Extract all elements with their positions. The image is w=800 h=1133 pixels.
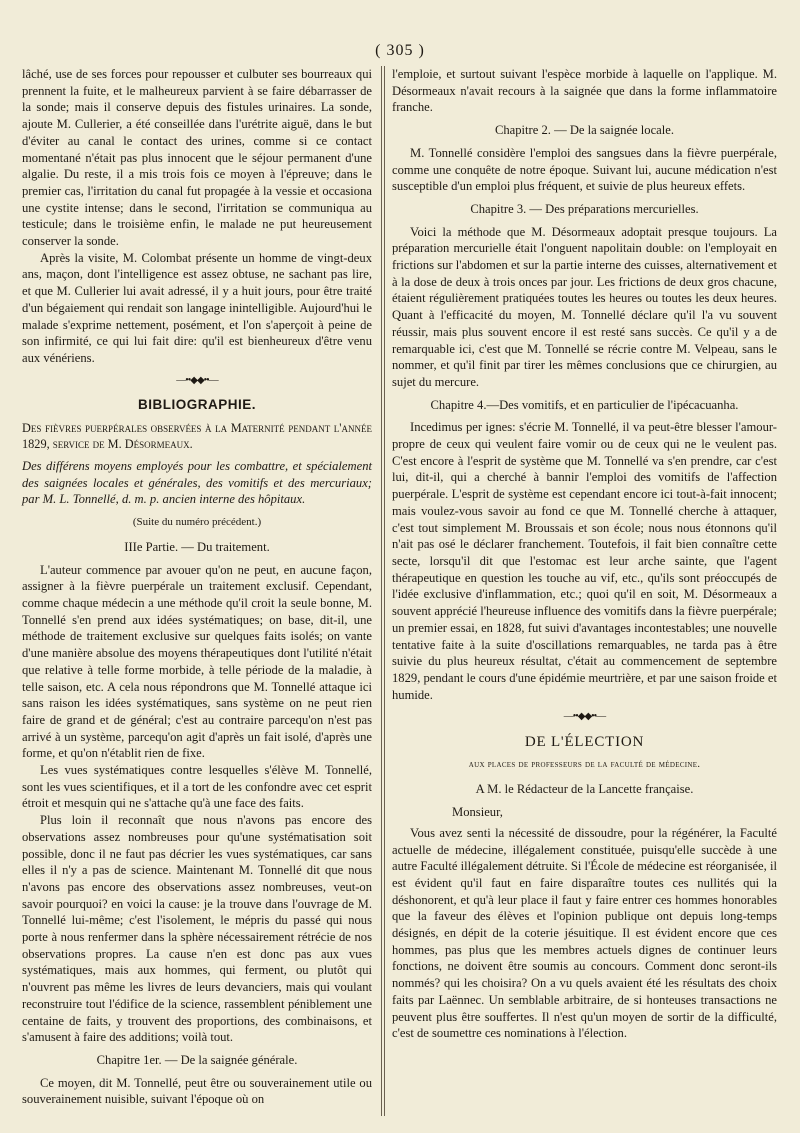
right-column: [392, 66, 777, 1042]
ornament-divider: —••◆◆••—: [176, 374, 218, 386]
letter-salutation: Monsieur,: [452, 805, 503, 820]
chapter-heading: Chapitre 3. — Des préparations mercurielles.: [470, 201, 699, 216]
left-column: [22, 66, 372, 1108]
chapter-heading: Chapitre 1er. — De la saignée générale.: [96, 1052, 298, 1067]
review-entry-title: Des fièvres puerpérales observées à la Maternité pendant l'année 1829, service de M. Désormeaux.: [22, 421, 372, 452]
part-heading: IIIe Partie. — Du traitement.: [124, 539, 270, 554]
continuation-note: (Suite du numéro précédent.): [132, 516, 262, 529]
column-divider: [381, 66, 382, 1116]
paragraph: Voici la méthode que M. Désormeaux adoptait presque toujours. La préparation mercurielle était l'onguent napolitain double: on l'employait en frictions sur l'abdomen et sur la partie interne des cuisses, alternativement et à la dose de deux à trois onces par jour. Les frictions de deux gros chacune, étaient régulièrement pratiquées toutes les heures ou toutes les deux heures. Quant à l'efficacité du moyen, M. Tonnellé déclare qu'il l'a vu souvent réussir, mais plus souvent encore il est resté sans succès. Ce qu'il y a de remarquable ici, c'est que M. Tonnellé se récrie contre M. Velpeau, sans le nommer, et qu'il finit par tirer les mêmes conclusions que ce chirurgien, au sujet du mercure.: [392, 224, 777, 389]
paragraph: Incedimus per ignes: s'écrie M. Tonnellé, il va peut-être blesser l'amour-propre de ceux qui veulent faire vomir ou de ceux qui ne le veulent pas. C'est encore à l'esprit de système que M. Tonnellé va s'en prendre, car c'est lui, dit-il, qui a cherché à bannir l'emploi des vomitifs de l'affection puerpérale. L'esprit de système est cependant encore ici tout-à-fait innocent; mais voulez-vous savoir au fond ce que M. Tonnellé cherche à attaquer, c'est tout simplement M. Broussais et son école; nous nous étonnons qu'il n'ait pas osé le déclarer franchement. Toutefois, il fait bien connaître cette secte, lorsqu'il dit que l'estomac est leur arche sainte, que l'agent thérapeutique en question les touche au vif, etc., qu'ils sont préoccupés de l'idée exclusive d'inflammation, etc.; quoi qu'il en soit, M. Désormeaux a souvent apprécié l'heureuse influence des vomitifs dans la fièvre puerpérale; un premier essai, en 1828, fut suivi d'avantages incontestables; une nouvelle tentative faite à la suite d'oscillations remarquables, ne tarda pas à être suivie du plus heureux résultat, c'était au commencement de septembre 1829, pendant le cours d'une épidémie meurtrière, et par une saison froide et humide.: [392, 420, 777, 702]
paragraph: l'emploie, et surtout suivant l'espèce morbide à laquelle on l'applique. M. Désormeaux n'avait recours à la saignée que dans la forme inflammatoire franche.: [392, 67, 777, 115]
chapter-heading: Chapitre 4.—Des vomitifs, et en particulier de l'ipécacuanha.: [430, 397, 739, 412]
column-divider-double: [384, 66, 385, 1116]
paragraph: Ce moyen, dit M. Tonnellé, peut être ou souverainement utile ou souverainement nuisible, suivant l'époque où on: [22, 1075, 372, 1107]
section-title-election: DE L'ÉLECTION: [524, 734, 645, 751]
paragraph: Après la visite, M. Colombat présente un homme de vingt-deux ans, maçon, dont l'intelligence est assez obtuse, ne sachant pas lire, et que M. Cullerier lui avait adressé, il y a huit jours, pour être traité d'un bégaiement qui rendait son langage inintelligible. Aujourd'hui le malade s'exprime nettement, posément, et l'on s'aperçoit à peine de son infirmité, ce qui lui fait dire: qu'il est bienheureux d'être venu aux vénériens.: [22, 250, 372, 365]
paragraph: L'auteur commence par avouer qu'on ne peut, en aucune façon, assigner à la fièvre puerpérale un traitement exclusif. Cependant, comme chaque médecin a une méthode qu'il croit la seule bonne, M. Tonnellé s'en prend aux idées systématiques; on base, dit-il, une méthode de traitement exclusive sur quelques faits isolés; on vante d'une manière absolue des moyens thérapeutiques dont l'utilité n'était que relative à telle forme morbide, à telle période de la maladie, à telle saison, etc. A cela nous répondrons que M. Tonnellé attaque ici sans raison les idées systématiques, sans système on ne peut rien faire de grand et de général; c'est au contraire parcequ'on n'est pas arrivé à un système, parcequ'on agit d'après un fait isolé, d'après une forme, et qu'on n'établit rien de fixe.: [22, 562, 372, 761]
review-entry-subtitle: Des différens moyens employés pour les combattre, et spécialement des saignées locales et générales, des vomitifs et des mercuriaux; par M. L. Tonnellé, d. m. p. ancien interne des hôpitaux.: [22, 459, 372, 507]
paragraph: Vous avez senti la nécessité de dissoudre, pour la régénérer, la Faculté actuelle de médecine, illégalement constituée, puisqu'elle succède à une autre Faculté illégalement détruite. Si l'École de médecine est réorganisée, il est évident qu'il faut en faire disparaître toutes ces nullités qui la déshonorent, et qu'à leur place il faut y faire entrer ces hommes honorables que la faveur des élèves et l'opinion publique ont depuis long-temps désignés, en dépit de la coterie jésuitique. Il est évident encore que ces hommes, pas plus que les membres actuels dignes de continuer leurs fonctions, ne doivent être soumis au concours. Comment donc seront-ils nommés? qui les choisira? On a vu quels avaient été les résultats des choix faits par Laënnec. Un semblable arbitraire, de si honteuses transactions ne peuvent plus être souffertes. Il n'est qu'un moyen de sortir de la difficulté, c'est de soumettre ces nominations à l'élection.: [392, 825, 777, 1041]
section-title-bibliographie: BIBLIOGRAPHIE.: [137, 397, 256, 413]
paragraph: M. Tonnellé considère l'emploi des sangsues dans la fièvre puerpérale, comme une conquête de notre époque. Suivant lui, aucune médication n'est susceptible d'un emploi plus fréquent, et suivie de plus heureux effets.: [392, 145, 777, 194]
ornament-divider: —••◆◆••—: [563, 711, 606, 723]
paragraph: Les vues systématiques contre lesquelles s'élève M. Tonnellé, sont les vues scientifiques, et il a tort de les confondre avec cet esprit étroit et mesquin qui ne s'attache qu'à une face des faits.: [22, 763, 372, 811]
paragraph: Plus loin il reconnaît que nous n'avons pas encore des observations assez nombreuses pour qu'une systématisation soit possible, donc il ne faut pas décrier les vues systématiques, car sans elles il n'y a pas de science. Maintenant M. Tonnellé dit que nous n'avons pas encore des observations assez nombreuses, veut-on savoir pourquoi? en voici la cause: je la trouve dans l'ouvrage de M. Tonnellé lui-même; c'est l'isolement, le mépris du passé qui nous porte à nous renfermer dans la sphère nécessairement rétrécie de nos observations propres. La cause n'en est donc pas aux vues systématiques, mais aux hommes, qui ferment, ou plutôt qui n'ouvrent pas même les livres de leurs devanciers, mais qui voulant reconstruire tout l'édifice de la science, rassemblent péniblement une centaine de faits, y trouvent des proportions, des combinaisons, et s'amusent à faire des additions; voilà tout.: [22, 813, 372, 1045]
letter-addressee: A M. le Rédacteur de la Lancette française.: [475, 782, 694, 797]
paragraph: lâché, use de ses forces pour repousser et culbuter ses bourreaux qui prennent la fuite, et le malheureux parvient à se faire débarrasser de la sonde; mais il conserve depuis des fistules urinaires. La sonde, ajoute M. Cullerier, a été conseillée dans l'urétrite aiguë, dans le but d'éviter au canal le contact des urines, comme si ce contact momentané n'était pas plus innocent que le séjour permanent d'une algalie. Du reste, il a mis trois fois ce moyen à l'épreuve; dans le premier cas, l'irritation du canal fut propagée à la vessie et occasiona une cystite intense; dans le second, l'irritation se communiqua au testicule; dans le troisième enfin, le malade ne put heureusement conserver la sonde.: [22, 67, 372, 249]
page-number: ( 305 ): [375, 42, 425, 59]
section-subtitle: aux places de professeurs de la faculté de médecine.: [468, 758, 701, 770]
chapter-heading: Chapitre 2. — De la saignée locale.: [494, 123, 675, 138]
